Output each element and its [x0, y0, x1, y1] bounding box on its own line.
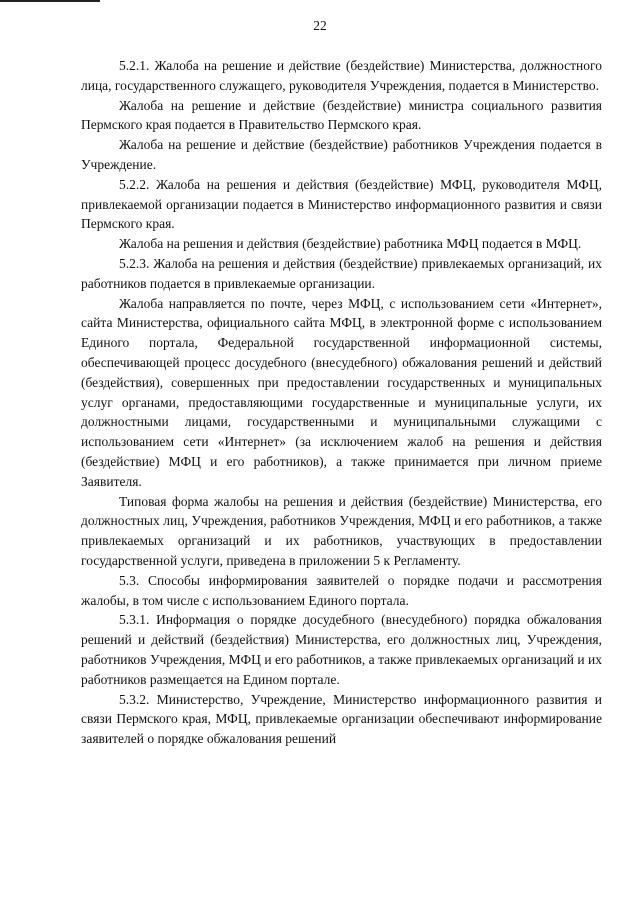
document-body	[81, 56, 602, 749]
paragraph-5-2-2: 5.2.2. Жалоба на решения и действия (бездействие) МФЦ, руководителя МФЦ, привлекаемой организации подается в Министерство информационного развития и связи Пермского края.	[81, 176, 602, 232]
paragraph-minister-complaint: Жалоба на решение и действие (бездействие) министра социального развития Пермского края подается в Правительство Пермского края.	[81, 97, 602, 133]
top-rule	[0, 0, 100, 2]
paragraph-submission-methods: Жалоба направляется по почте, через МФЦ, с использованием сети «Интернет», сайта Министерства, официального сайта МФЦ, в электронной форме с использованием Единого портала, Федеральной государственной информационной системы, обеспечивающей процесс досудебного (внесудебного) обжалования решений и действий (бездействия), совершенных при предоставлении государственных и муниципальных услуг органами, предоставляющими государственные и муниципальные услуги, их должностными лицами, государственными и муниципальными служащими с использованием сети «Интернет» (за исключением жалоб на решения и действия (бездействие) МФЦ и его работников), а также принимается при личном приеме Заявителя.	[81, 295, 602, 489]
paragraph-5-3: 5.3. Способы информирования заявителей о порядке подачи и рассмотрения жалобы, в том числе с использованием Единого портала.	[81, 572, 602, 608]
paragraph-standard-form: Типовая форма жалобы на решения и действия (бездействие) Министерства, его должностных лиц, Учреждения, работников Учреждения, МФЦ и его работников, а также привлекаемых организаций и их работников, участвующих в предоставлении государственной услуги, приведена в приложении 5 к Регламенту.	[81, 493, 602, 568]
paragraph-5-2-3: 5.2.3. Жалоба на решения и действия (бездействие) привлекаемых организаций, их работников подается в привлекаемые организации.	[81, 255, 602, 291]
page-number: 22	[313, 18, 327, 33]
paragraph-5-3-2: 5.3.2. Министерство, Учреждение, Министерство информационного развития и связи Пермского края, МФЦ, привлекаемые организации обеспечивают информирование заявителей о порядке обжалования решений	[81, 691, 602, 747]
paragraph-mfc-worker-complaint: Жалоба на решения и действия (бездействие) работника МФЦ подается в МФЦ.	[119, 236, 582, 252]
paragraph-5-3-1: 5.3.1. Информация о порядке досудебного (внесудебного) порядка обжалования решений и действий (бездействия) Министерства, его должностных лиц, Учреждения, работников Учреждения, МФЦ и его работников, а также привлекаемых организаций и их работников размещается на Едином портале.	[81, 612, 602, 687]
paragraph-5-2-1: 5.2.1. Жалоба на решение и действие (бездействие) Министерства, должностного лица, государственного служащего, руководителя Учреждения, подается в Министерство.	[81, 58, 602, 93]
paragraph-institution-complaint: Жалоба на решение и действие (бездействие) работников Учреждения подается в Учреждение.	[81, 137, 602, 172]
